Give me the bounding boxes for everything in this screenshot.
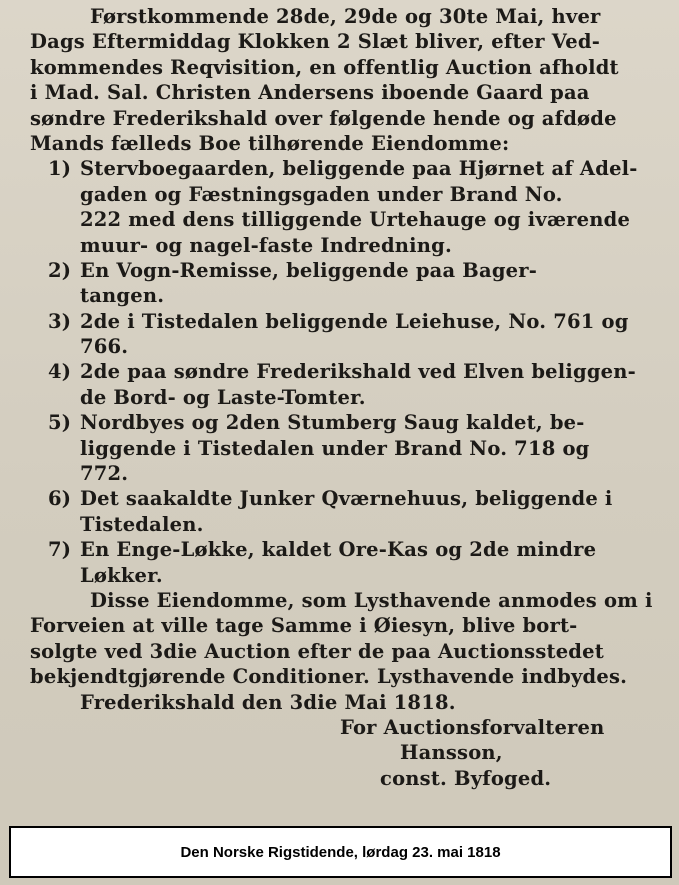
item-number: 1) [48, 157, 72, 181]
intro-line: Førstkommende 28de, 29de og 30te Mai, hver [90, 5, 601, 28]
item-text: 766. [80, 335, 129, 359]
item-text: 222 med dens tilliggende Urtehauge og iværende [80, 208, 631, 232]
item-number: 6) [48, 487, 72, 511]
caption-box [9, 826, 672, 878]
item-text: Det saakaldte Junker Qværnehuus, beliggende i [80, 487, 613, 511]
closing-line: bekjendtgjørende Conditioner. Lysthavende indbydes. [30, 665, 628, 689]
closing-line: Disse Eiendomme, som Lysthavende anmodes om i [90, 588, 653, 612]
intro-line: i Mad. Sal. Christen Andersens iboende Gaard paa [30, 81, 590, 105]
item-text: Nordbyes og 2den Stumberg Saug kaldet, be- [80, 411, 585, 435]
intro-line: kommendes Reqvisition, en offentlig Auction afholdt [30, 55, 619, 79]
property-item-7 [30, 537, 670, 588]
item-text: En Vogn-Remisse, beliggende paa Bager- [80, 258, 538, 282]
item-text: 2de i Tistedalen beliggende Leiehuse, No. 761 og [80, 309, 629, 333]
item-text: de Bord- og Laste-Tomter. [80, 385, 366, 409]
item-text: Løkker. [80, 563, 163, 587]
item-text: muur- og nagel-faste Indredning. [80, 233, 452, 257]
item-number: 4) [48, 360, 72, 384]
closing-line: Forveien at ville tage Samme i Øiesyn, blive bort- [30, 614, 578, 638]
item-number: 2) [48, 258, 72, 282]
signature-title: const. Byfoged. [380, 766, 552, 790]
property-item-6 [30, 486, 670, 537]
item-text: Stervboegaarden, beliggende paa Hjørnet af Adel- [80, 157, 638, 181]
source-caption: Den Norske Rigstidende, lørdag 23. mai 1818 [180, 843, 501, 861]
item-number: 3) [48, 309, 72, 333]
date-line: Frederikshald den 3die Mai 1818. [80, 690, 456, 714]
item-text: En Enge-Løkke, kaldet Ore-Kas og 2de mindre [80, 538, 597, 562]
closing-line: solgte ved 3die Auction efter de paa Auctionsstedet [30, 639, 604, 663]
property-item-1 [30, 156, 670, 258]
intro-line: Dags Eftermiddag Klokken 2 Slæt bliver, efter Ved- [30, 30, 601, 54]
item-number: 7) [48, 538, 72, 562]
signature-name: Hansson, [400, 741, 503, 765]
property-item-5 [30, 410, 670, 486]
property-item-2 [30, 258, 670, 309]
auction-notice [30, 4, 670, 791]
intro-line: Mands fælleds Boe tilhørende Eiendomme: [30, 131, 510, 155]
bottom-edge [0, 878, 679, 885]
item-text: 2de paa søndre Frederikshald ved Elven beliggen- [80, 360, 636, 384]
item-text: 772. [80, 462, 129, 486]
item-number: 5) [48, 411, 72, 435]
item-text: tangen. [80, 284, 165, 308]
signature-for-line: For Auctionsforvalteren [340, 715, 605, 739]
property-item-3 [30, 309, 670, 360]
item-text: gaden og Fæstningsgaden under Brand No. [80, 182, 563, 206]
intro-line: søndre Frederikshald over følgende hende og afdøde [30, 106, 617, 130]
item-text: liggende i Tistedalen under Brand No. 718 og [80, 436, 590, 460]
item-text: Tistedalen. [80, 512, 204, 536]
property-item-4 [30, 359, 670, 410]
